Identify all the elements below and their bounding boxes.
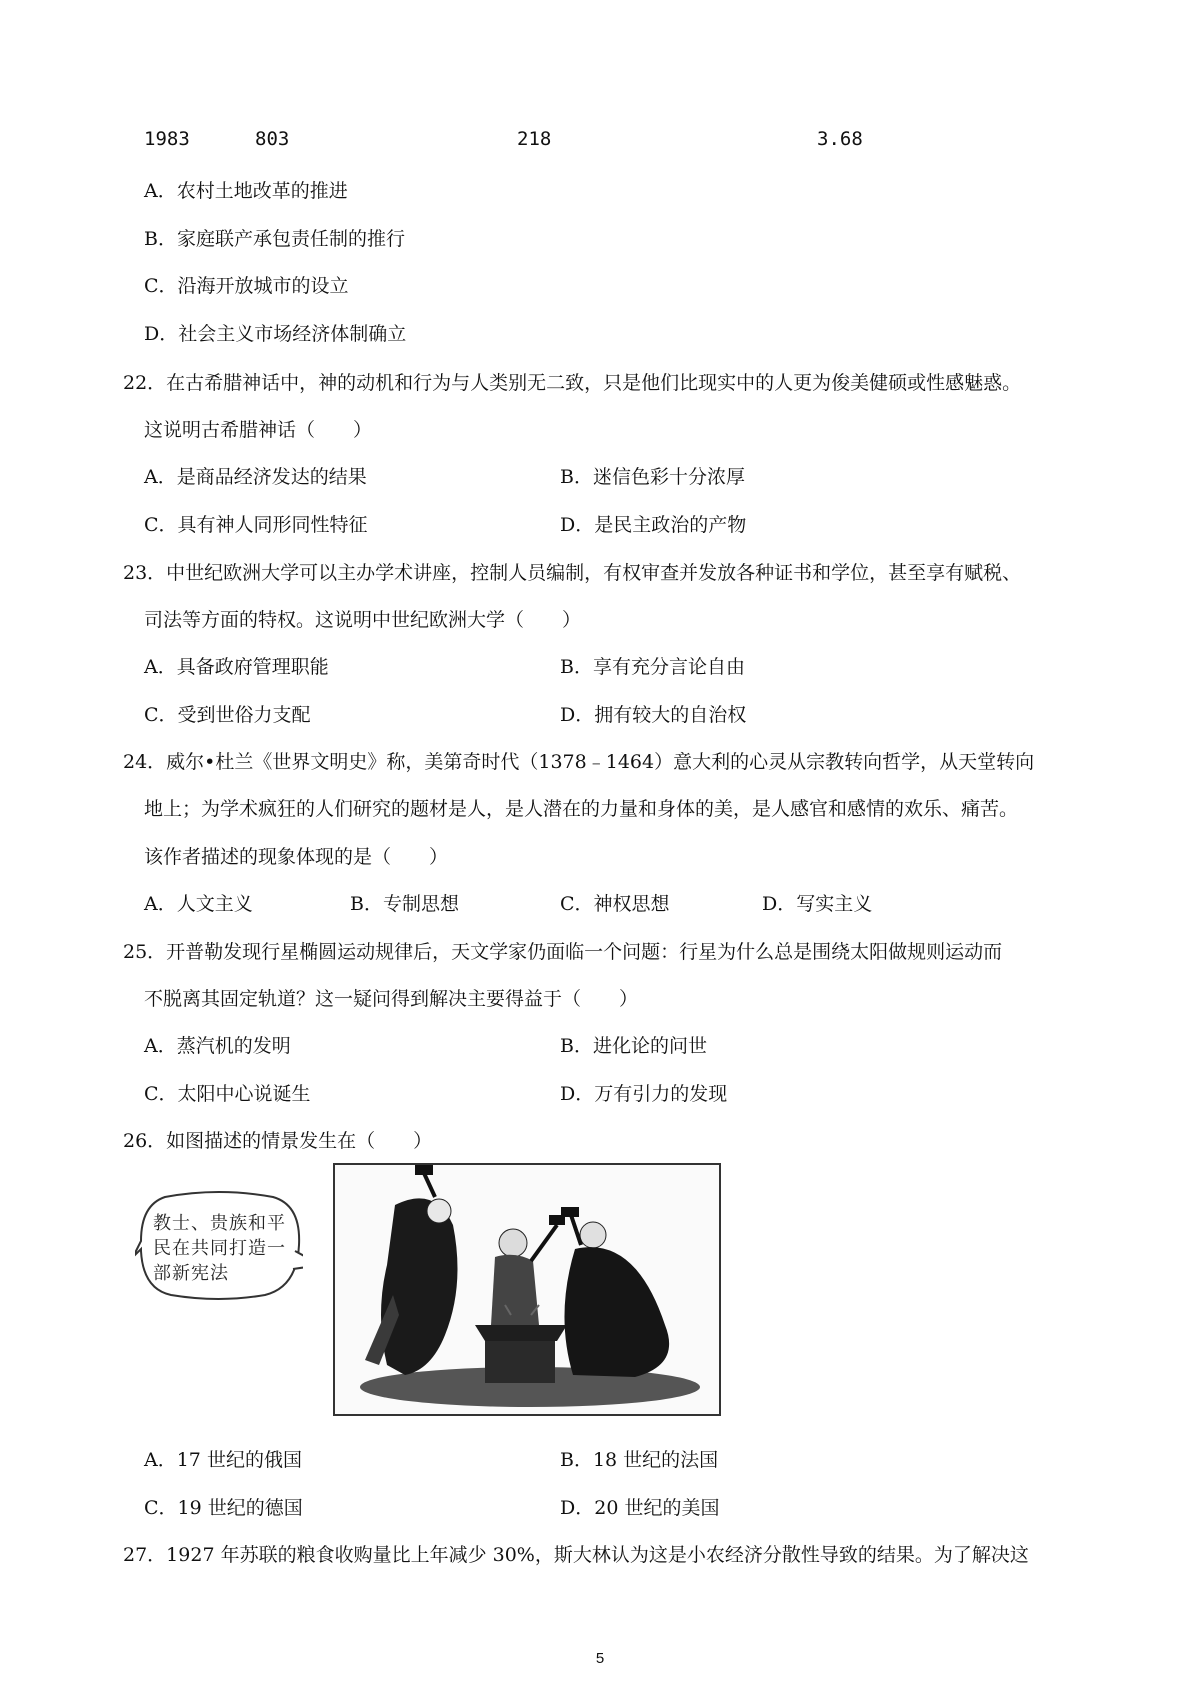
q21-option-d: D．社会主义市场经济体制确立 — [144, 323, 407, 345]
cartoon-image — [333, 1163, 721, 1416]
q26-option-a: A．17 世纪的俄国 — [144, 1449, 302, 1471]
q24-option-b: B．专制思想 — [350, 893, 459, 915]
q22-option-a: A．是商品经济发达的结果 — [144, 466, 367, 488]
q25-option-c: C．太阳中心说诞生 — [144, 1083, 311, 1105]
q21-option-c: C．沿海开放城市的设立 — [144, 275, 349, 297]
q26-option-d: D．20 世纪的美国 — [560, 1497, 720, 1519]
q22-option-c: C．具有神人同形同性特征 — [144, 514, 368, 536]
table-cell-year: 1983 — [144, 128, 190, 150]
page-number: 5 — [595, 1650, 605, 1667]
table-cell-value-2: 218 — [517, 128, 552, 150]
q24-option-a: A．人文主义 — [144, 893, 253, 915]
table-cell-value-3: 3.68 — [817, 128, 863, 150]
q23-stem-line2: 司法等方面的特权。这说明中世纪欧洲大学（ ） — [144, 609, 582, 631]
speech-bubble-text: 教士、贵族和平民在共同打造一部新宪法 — [153, 1213, 286, 1284]
q25-option-a: A．蒸汽机的发明 — [144, 1035, 291, 1057]
q25-stem-line1: 25．开普勒发现行星椭圆运动规律后，天文学家仍面临一个问题：行星为什么总是围绕太阳做规则运动而 — [123, 941, 1003, 963]
q26-cartoon-figure — [135, 1163, 725, 1419]
table-cell-value-1: 803 — [255, 128, 290, 150]
q25-stem-line2: 不脱离其固定轨道？这一疑问得到解决主要得益于（ ） — [144, 988, 639, 1010]
q24-stem-line3: 该作者描述的现象体现的是（ ） — [144, 846, 449, 868]
q23-option-b: B．享有充分言论自由 — [560, 656, 745, 678]
q24-option-d: D．写实主义 — [762, 893, 873, 915]
q24-option-c: C．神权思想 — [560, 893, 670, 915]
blacksmith-cartoon-icon — [335, 1165, 719, 1414]
q23-stem-line1: 23．中世纪欧洲大学可以主办学术讲座，控制人员编制，有权审查并发放各种证书和学位，甚至享有赋税、 — [123, 562, 1022, 584]
q22-option-b: B．迷信色彩十分浓厚 — [560, 466, 745, 488]
q23-option-c: C．受到世俗力支配 — [144, 704, 311, 726]
q22-option-d: D．是民主政治的产物 — [560, 514, 747, 536]
q27-stem-line1: 27．1927 年苏联的粮食收购量比上年减少 30%，斯大林认为这是小农经济分散性导致的结果。为了解决这 — [123, 1544, 1029, 1566]
q25-option-b: B．进化论的问世 — [560, 1035, 707, 1057]
q24-stem-line1: 24．威尔•杜兰《世界文明史》称，美第奇时代（1378﹣1464）意大利的心灵从宗教转向哲学，从天堂转向 — [123, 751, 1035, 773]
q21-option-a: A．农村土地改革的推进 — [144, 180, 348, 202]
q22-stem-line2: 这说明古希腊神话（ ） — [144, 419, 373, 441]
q23-option-d: D．拥有较大的自治权 — [560, 704, 747, 726]
q22-stem-line1: 22．在古希腊神话中，神的动机和行为与人类别无二致，只是他们比现实中的人更为俊美健硕或性感魅惑。 — [123, 372, 1022, 394]
q25-option-d: D．万有引力的发现 — [560, 1083, 728, 1105]
q26-option-c: C．19 世纪的德国 — [144, 1497, 303, 1519]
q26-option-b: B．18 世纪的法国 — [560, 1449, 719, 1471]
q21-option-b: B．家庭联产承包责任制的推行 — [144, 228, 405, 250]
q23-option-a: A．具备政府管理职能 — [144, 656, 329, 678]
q26-stem-line1: 26．如图描述的情景发生在（ ） — [123, 1130, 433, 1152]
q24-stem-line2: 地上；为学术疯狂的人们研究的题材是人，是人潜在的力量和身体的美，是人感官和感情的欢乐、痛苦。 — [144, 798, 1019, 820]
